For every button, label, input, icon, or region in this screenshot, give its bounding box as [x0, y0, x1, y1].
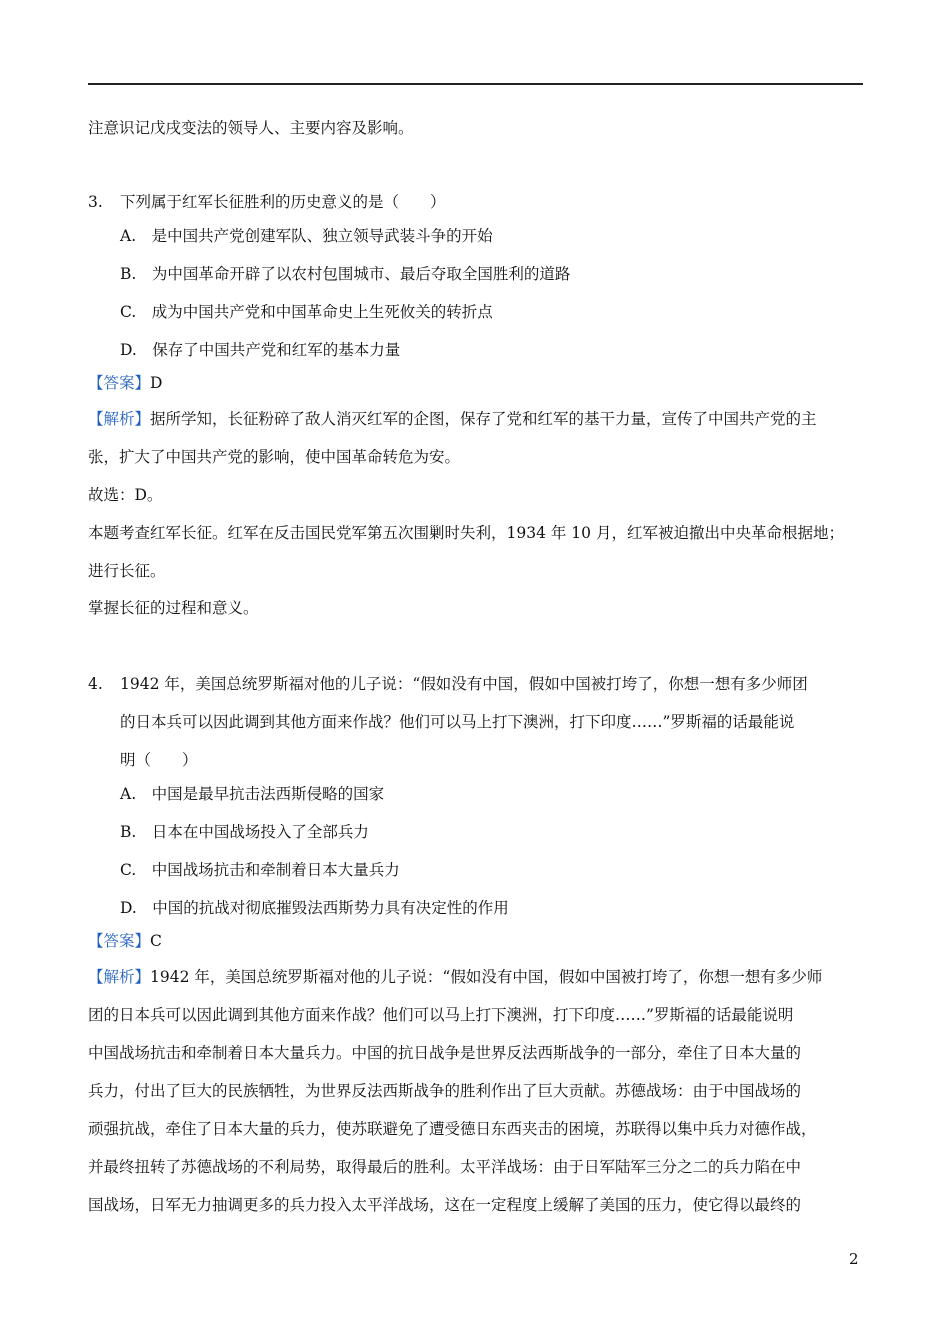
top-note: 注意识记戊戌变法的领导人、主要内容及影响。: [88, 119, 414, 137]
q3-option-a: A. 是中国共产党创建军队、独立领导武装斗争的开始: [120, 227, 493, 245]
q4-analysis-line-1: 【解析】1942 年，美国总统罗斯福对他的儿子说：“假如没有中国，假如中国被打垮了，你想一想有多少师: [88, 968, 823, 986]
q4-answer-tag: 【答案】: [88, 932, 151, 950]
q3-number: 3.: [88, 193, 103, 211]
q3-answer: [88, 373, 162, 393]
q4-answer-value: C: [150, 932, 162, 950]
q4-option-d: D. 中国的抗战对彻底摧毁法西斯势力具有决定性的作用: [120, 899, 509, 917]
q3-note-line-1: 本题考查红军长征。红军在反击国民党军第五次围剿时失利，1934 年 10 月，红军被迫撤出中央革命根据地；: [88, 524, 844, 542]
q3-answer-value: D: [150, 374, 163, 392]
q4-stem-line-3: 明（ ）: [120, 751, 198, 769]
q4-stem-line-2: 的日本兵可以因此调到其他方面来作战？他们可以马上打下澳洲，打下印度……”罗斯福的话最能说: [120, 713, 795, 731]
q3-option-c: C. 成为中国共产党和中国革命史上生死攸关的转折点: [120, 303, 493, 321]
q4-analysis-line-3: 中国战场抗击和牵制着日本大量兵力。中国的抗日战争是世界反法西斯战争的一部分，牵住了日本大量的: [88, 1044, 802, 1062]
q4-option-c: C. 中国战场抗击和牵制着日本大量兵力: [120, 861, 400, 879]
q3-analysis-line-1: 【解析】据所学知，长征粉碎了敌人消灭红军的企图，保存了党和红军的基干力量，宣传了中国共产党的主: [88, 410, 817, 428]
q3-conclusion: 故选：D。: [88, 486, 163, 504]
q3-stem: 下列属于红军长征胜利的历史意义的是（ ）: [120, 193, 446, 211]
q4-option-b: B. 日本在中国战场投入了全部兵力: [120, 823, 369, 841]
page-number: 2: [849, 1250, 859, 1268]
q3-analysis-line-2: 张，扩大了中国共产党的影响，使中国革命转危为安。: [88, 448, 461, 466]
q4-answer: [88, 931, 162, 951]
q4-analysis-line-7: 国战场，日军无力抽调更多的兵力投入太平洋战场，这在一定程度上缓解了美国的压力，使它得以最终的: [88, 1196, 802, 1214]
q3-note-line-2: 进行长征。: [88, 562, 166, 580]
q3-tip: 掌握长征的过程和意义。: [88, 599, 259, 617]
q4-option-a: A. 中国是最早抗击法西斯侵略的国家: [120, 785, 385, 803]
header-rule: [88, 83, 863, 85]
q4-stem-line-1: 1942 年，美国总统罗斯福对他的儿子说：“假如没有中国，假如中国被打垮了，你想一想有多少师团: [120, 675, 808, 693]
q4-number: 4.: [88, 675, 103, 693]
q4-analysis-line-5: 顽强抗战，牵住了日本大量的兵力，使苏联避免了遭受德日东西夹击的困境，苏联得以集中兵力对德作战，: [88, 1120, 817, 1138]
q4-analysis-tag: 【解析】: [88, 968, 151, 986]
q4-analysis-line-4: 兵力，付出了巨大的民族牺牲，为世界反法西斯战争的胜利作出了巨大贡献。苏德战场：由于中国战场的: [88, 1082, 802, 1100]
q3-option-d: D. 保存了中国共产党和红军的基本力量: [120, 341, 401, 359]
q4-analysis-line-6: 并最终扭转了苏德战场的不利局势，取得最后的胜利。太平洋战场：由于日军陆军三分之二的兵力陷在中: [88, 1158, 802, 1176]
q4-analysis-line-2: 团的日本兵可以因此调到其他方面来作战？他们可以马上打下澳洲，打下印度……”罗斯福的话最能说明: [88, 1006, 794, 1024]
q3-analysis-tag: 【解析】: [88, 410, 151, 428]
q3-answer-tag: 【答案】: [88, 374, 151, 392]
q3-option-b: B. 为中国革命开辟了以农村包围城市、最后夺取全国胜利的道路: [120, 265, 571, 283]
